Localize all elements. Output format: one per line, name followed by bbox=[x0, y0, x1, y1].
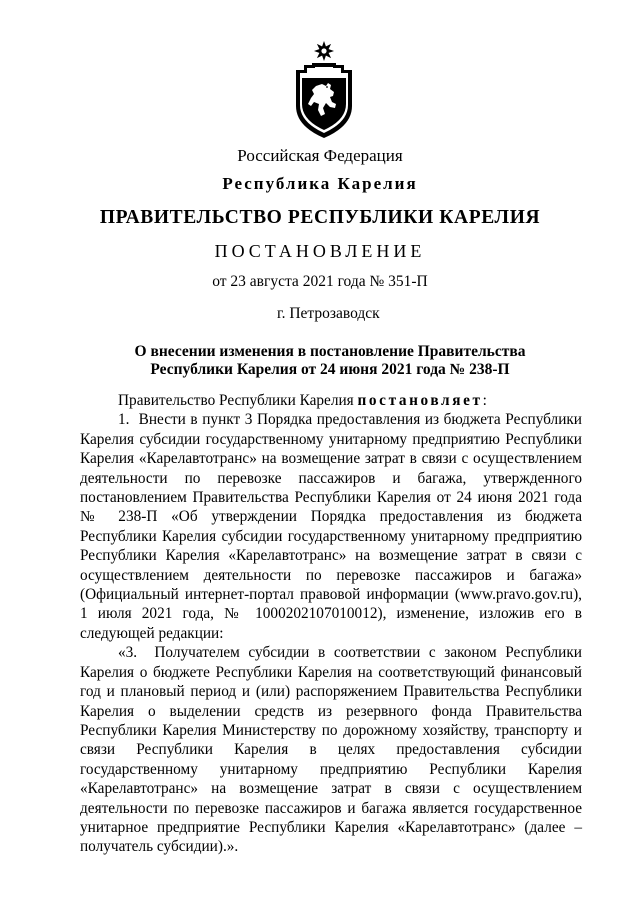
subject-line-1: О внесении изменения в постановление Правительства bbox=[134, 343, 526, 360]
document-city: г. Петрозаводск bbox=[277, 305, 380, 322]
republic-name: Республика Карелия bbox=[222, 174, 418, 193]
subject-line-2: Республики Карелия от 24 июня 2021 года № 238-П bbox=[150, 361, 510, 378]
intro-text: Правительство Республики Карелия bbox=[118, 392, 358, 409]
document-body bbox=[80, 391, 582, 857]
government-title: ПРАВИТЕЛЬСТВО РЕСПУБЛИКИ КАРЕЛИЯ bbox=[99, 207, 541, 228]
karelia-coat-of-arms-emblem bbox=[292, 40, 356, 140]
item-3-paragraph: «3. Получателем субсидии в соответствии с законом Республики Карелия о бюджете Республики Карелия на соответствующий финансовый год и плановый период и (или) распоряжением Правительства Республики Карелия о выделении средств из резервного фонда Правительства Республики Карелия Министерству по дорожному хозяйству, транспорту и связи Республики Карелия в целях предоставления субсидии государственному унитарному предприятию Республики Карелия «Карелавтотранс» на возмещение затрат в связи с осуществлением деятельности по перевозке пассажиров и багажа является государственное унитарное предприятие Республики Карелия «Карелавтотранс» (далее – получатель субсидии).». bbox=[80, 644, 582, 856]
item-1-paragraph: 1. Внести в пункт 3 Порядка предоставления из бюджета Республики Карелия субсидии государственному унитарному предприятию Республики Карелия «Карелавтотранс» на возмещение затрат в связи с осуществлением деятельности по перевозке пассажиров и багажа, утвержденного постановлением Правительства Республики Карелия от 24 июня 2021 года № 238-П «Об утверждении Порядка предоставления из бюджета Республики Карелия субсидии государственному унитарному предприятию Республики Карелия «Карелавтотранс» на возмещение затрат в связи с осуществлением деятельности по перевозке пассажиров и багажа» (Официальный интернет-портал правовой информации (www.pravo.gov.ru), 1 июля 2021 года, № 1000202107010012), изменение, изложив его в следующей редакции: bbox=[80, 411, 582, 642]
federation-name: Российская Федерация bbox=[237, 146, 403, 165]
intro-paragraph bbox=[80, 391, 582, 410]
document-date-number: от 23 августа 2021 года № 351-П bbox=[212, 273, 428, 290]
document-type: ПОСТАНОВЛЕНИЕ bbox=[214, 241, 426, 261]
intro-colon: : bbox=[482, 392, 487, 409]
decrees-word: постановляет bbox=[357, 392, 483, 409]
document-subject bbox=[80, 343, 580, 379]
